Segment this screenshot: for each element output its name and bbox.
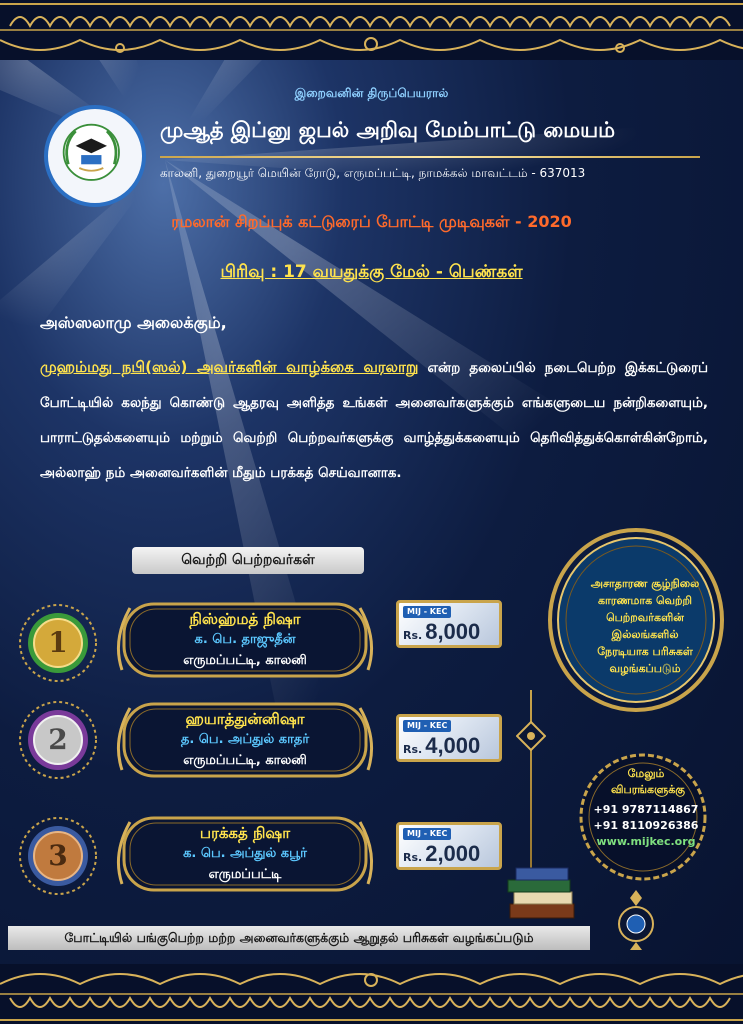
winner-parent: க. பெ. அப்துல் கபூர் (183, 846, 307, 861)
contact-title: மேலும் விபரங்களுக்கு (611, 767, 685, 796)
rank-label: 2 (48, 723, 68, 756)
winner-name: நிஸ்ஹ்மத் நிஷா (189, 610, 301, 628)
winner-name: ஹயாத்துன்னிஷா (185, 710, 305, 728)
currency-label: Rs. (403, 743, 423, 756)
org-logo-icon (44, 105, 146, 207)
contact-website: www.mijkec.org (596, 835, 696, 848)
books-icon (506, 860, 580, 924)
org-address: காலனி, துறையூர் மெயின் ரோடு, எருமப்பட்டி, நாமக்கல் மாவட்டம் - 637013 (160, 166, 586, 180)
rank-label: 1 (48, 626, 68, 659)
essay-topic: முஹம்மது நபி(ஸல்) அவர்களின் வாழ்க்கை வரலாறு (40, 358, 419, 376)
org-name-divider (160, 156, 700, 158)
winner-parent: த. பெ. அப்துல் காதர் (180, 732, 310, 747)
contact-phone-1: +91 9787114867 (593, 803, 699, 816)
bottom-ornamental-border (0, 964, 743, 1024)
prize-card (396, 600, 502, 648)
winner-card (110, 814, 380, 894)
prize-value: 2,000 (425, 841, 481, 866)
winner-place: எருமப்பட்டி (208, 867, 282, 882)
top-ornamental-border (0, 0, 743, 60)
prize-card (396, 822, 502, 870)
winner-card (110, 600, 380, 680)
prize-tag: MIJ - KEC (403, 606, 451, 618)
winner-card (110, 700, 380, 780)
prize-value: 4,000 (425, 733, 481, 758)
prize-amount (403, 619, 480, 645)
message-body: என்ற தலைப்பில் நடைபெற்ற இக்கட்டுரைப் போட்டியில் கலந்து கொண்டு ஆதரவு அளித்த உங்கள் அனைவர்களுக்கும் எங்களுடைய நன்றிகளையும், பாராட்டுதல்களையும் மற்றும் வெற்றி பெற்றவர்களுக்கு வாழ்த்துக்களையும் தெரிவித்துக்கொள்கின்றோம், அல்லாஹ் நம் அனைவர்களின் மீதும் பரக்கத் செய்வானாக. (40, 360, 708, 481)
prize-value: 8,000 (425, 619, 481, 644)
emblem-icon (608, 888, 664, 952)
message-paragraph (40, 350, 708, 491)
rank-label: 3 (48, 839, 68, 872)
winner-place: எருமப்பட்டி, காலனி (183, 653, 307, 668)
currency-label: Rs. (403, 851, 423, 864)
contest-category (0, 262, 743, 284)
contest-title: ரமலான் சிறப்புக் கட்டுரைப் போட்டி முடிவுகள் - 2020 (171, 212, 572, 231)
prize-amount (403, 841, 480, 867)
invocation-text: இறைவனின் திருப்பெயரால் (294, 86, 449, 100)
org-name: முஆத் இப்னு ஜபல் அறிவு மேம்பாட்டு மையம் (160, 118, 616, 142)
contact-info (586, 766, 706, 850)
diamond-ornament-icon (516, 721, 546, 751)
contact-phone-2: +91 8110926386 (593, 819, 699, 832)
winners-header: வெற்றி பெற்றவர்கள் (132, 547, 364, 574)
winner-place: எருமப்பட்டி, காலனி (183, 753, 307, 768)
category-label: பிரிவு : 17 வயதுக்கு மேல் - பெண்கள் (220, 262, 523, 282)
prize-card (396, 714, 502, 762)
delivery-note: அசாதாரண சூழ்நிலை காரணமாக வெற்றி பெற்றவர்களின் இல்லங்களில் நேரடியாக பரிசுகள் வழங்கப்படும் (590, 577, 700, 675)
prize-tag: MIJ - KEC (403, 828, 451, 840)
prize-amount (403, 733, 480, 759)
winner-parent: க. பெ. தாஜுதீன் (194, 632, 296, 647)
greeting: அஸ்ஸலாமு அலைக்கும், (40, 313, 227, 332)
winner-name: பரக்கத் நிஷா (199, 824, 291, 842)
consolation-footer: போட்டியில் பங்குபெற்ற மற்ற அனைவர்களுக்கும் ஆறுதல் பரிசுகள் வழங்கப்படும் (8, 926, 590, 950)
prize-tag: MIJ - KEC (403, 720, 451, 732)
currency-label: Rs. (403, 629, 423, 642)
